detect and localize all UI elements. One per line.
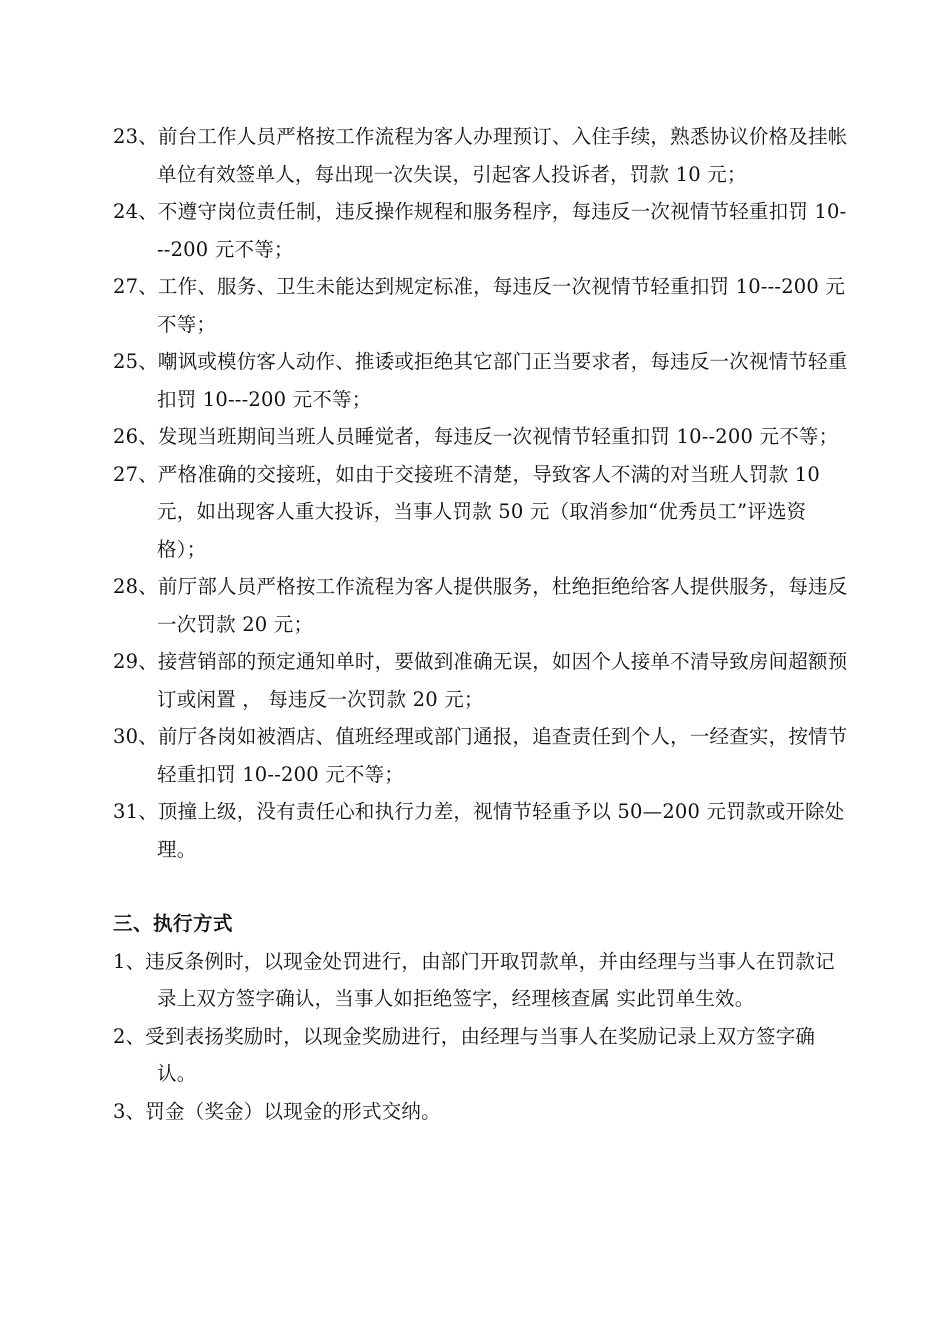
rule-29: 29、接营销部的预定通知单时，要做到准确无误，如因个人接单不清导致房间超额预订或闲置 ， 每违反一次罚款 20 元；	[113, 650, 848, 711]
rules-list	[113, 118, 848, 868]
execution-item-3: 3、罚金（奖金）以现金的形式交纳。	[113, 1099, 441, 1123]
rule-30: 30、前厅各岗如被酒店、值班经理或部门通报，追查责任到个人，一经查实，按情节轻重扣罚 10--200 元不等；	[113, 725, 848, 786]
section-title: 三、执行方式	[113, 912, 234, 935]
rule-23: 23、前台工作人员严格按工作流程为客人办理预订、入住手续，熟悉协议价格及挂帐单位有效签单人，每出现一次失误，引起客人投诉者，罚款 10 元；	[113, 125, 848, 186]
execution-section	[113, 905, 848, 1130]
rule-28: 28、前厅部人员严格按工作流程为客人提供服务，杜绝拒绝给客人提供服务，每违反一次罚款 20 元；	[113, 575, 848, 636]
rule-31: 31、顶撞上级，没有责任心和执行力差，视情节轻重予以 50—200 元罚款或开除处理。	[113, 800, 845, 861]
rule-27a: 27、工作、服务、卫生未能达到规定标准，每违反一次视情节轻重扣罚 10---200 元不等；	[113, 275, 846, 336]
execution-item-1: 1、违反条例时，以现金处罚进行，由部门开取罚款单，并由经理与当事人在罚款记录上双方签字确认，当事人如拒绝签字，经理核查属 实此罚单生效。	[113, 949, 835, 1010]
section-spacer	[113, 868, 848, 905]
rule-26: 26、发现当班期间当班人员睡觉者，每违反一次视情节轻重扣罚 10--200 元不等；	[113, 425, 839, 448]
document-body	[113, 118, 848, 1130]
rule-24: 24、不遵守岗位责任制，违反操作规程和服务程序，每违反一次视情节轻重扣罚 10---200 元不等；	[113, 200, 847, 261]
rule-27b: 27、严格准确的交接班，如由于交接班不清楚，导致客人不满的对当班人罚款 10 元，如出现客人重大投诉，当事人罚款 50 元（取消参加“优秀员工”评选资格）；	[113, 462, 820, 561]
rule-25: 25、嘲讽或模仿客人动作、推诿或拒绝其它部门正当要求者，每违反一次视情节轻重扣罚 10---200 元不等；	[113, 350, 848, 411]
execution-item-2: 2、受到表扬奖励时，以现金奖励进行，由经理与当事人在奖励记录上双方签字确认。	[113, 1024, 816, 1085]
